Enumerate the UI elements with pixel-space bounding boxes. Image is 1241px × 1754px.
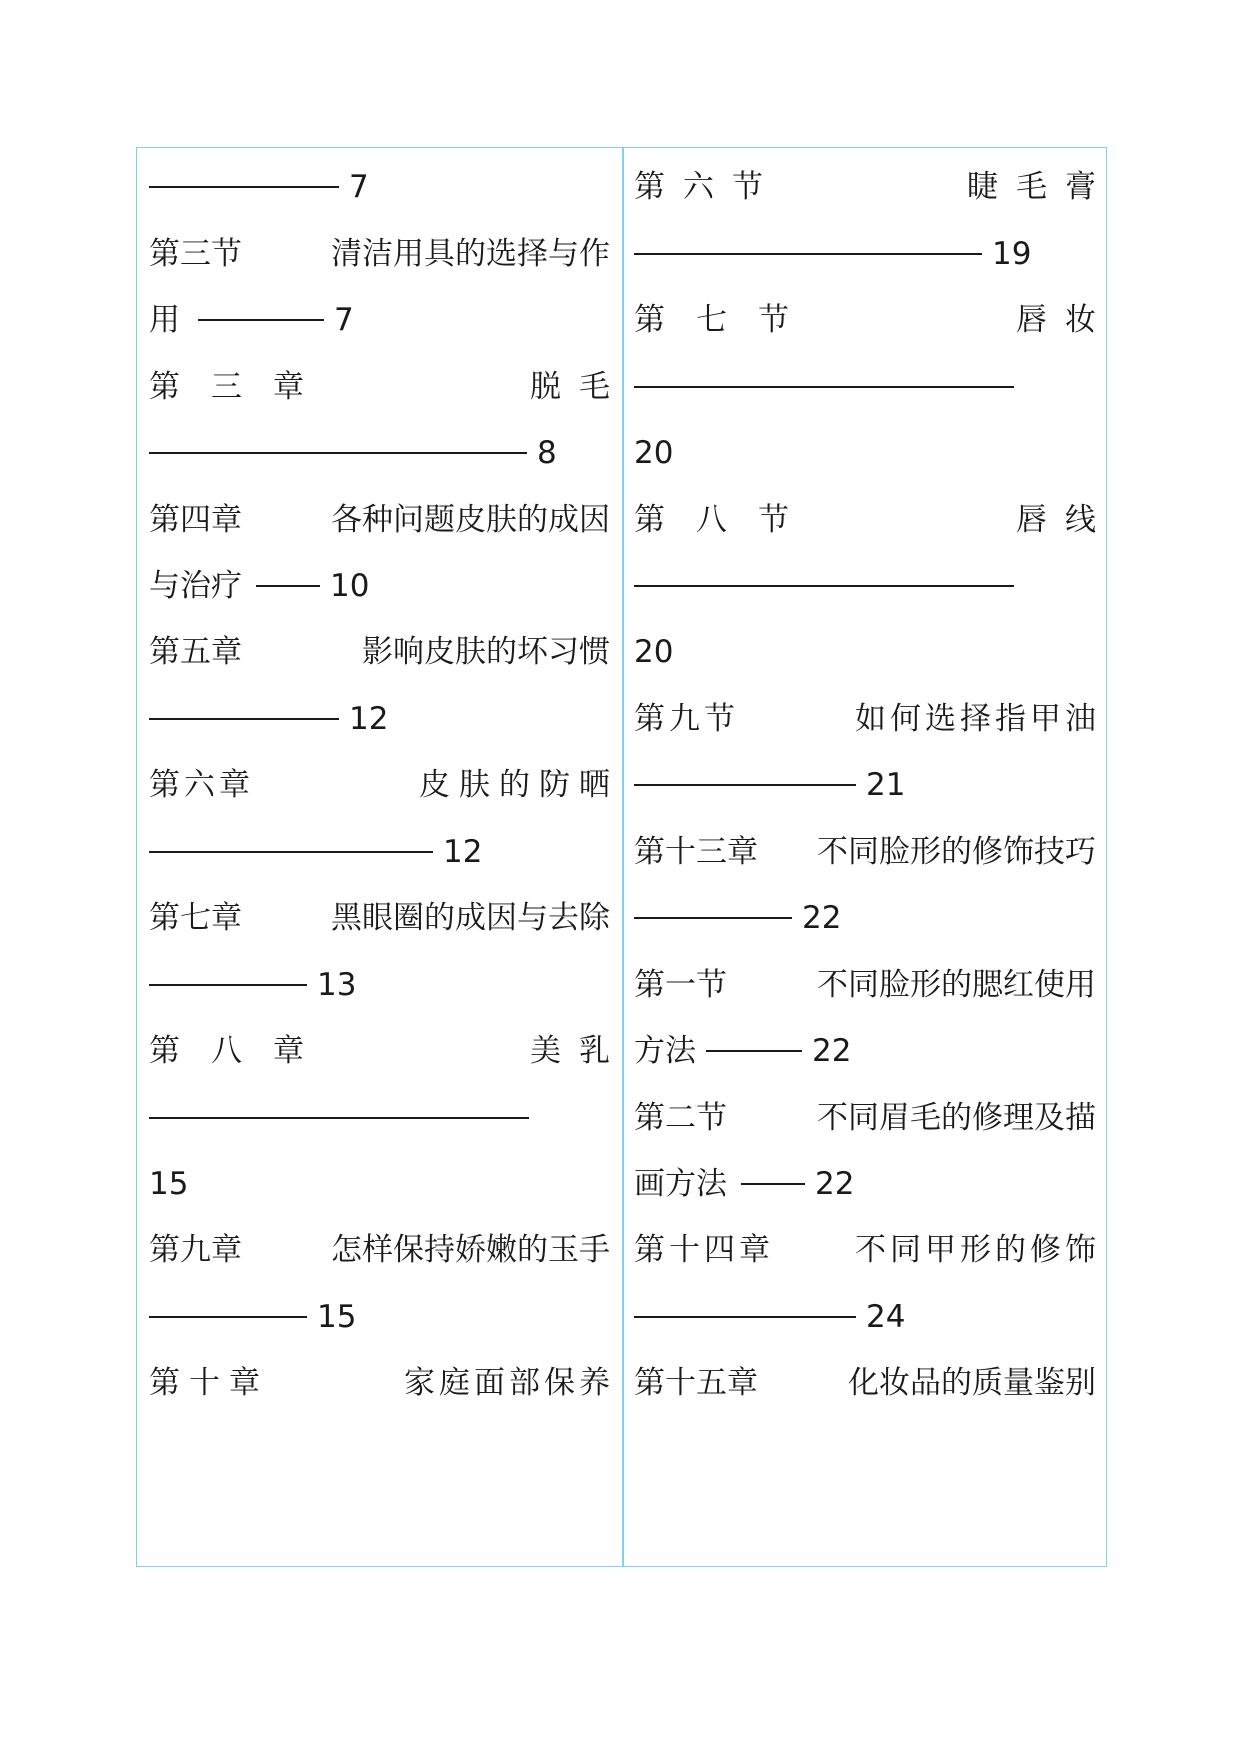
leader-dash xyxy=(634,585,1014,587)
leader-dash xyxy=(634,784,856,786)
toc-heading: 第六章 xyxy=(149,767,254,803)
toc-line xyxy=(149,699,610,739)
toc-text: 12 xyxy=(443,834,483,870)
toc-line xyxy=(634,765,1096,805)
toc-text xyxy=(149,832,482,872)
toc-text: 24 xyxy=(866,1299,906,1335)
toc-title: 清洁用具的选择与作 xyxy=(331,236,610,272)
toc-line xyxy=(634,898,1096,938)
leader-dash xyxy=(634,1316,856,1318)
toc-line xyxy=(634,167,1114,207)
toc-text xyxy=(634,898,841,938)
leader-dash xyxy=(256,585,320,587)
toc-title: 影响皮肤的坏习惯 xyxy=(362,634,610,670)
leader-dash xyxy=(149,452,527,454)
toc-table xyxy=(136,147,1114,1567)
toc-heading: 第七章 xyxy=(149,900,242,936)
toc-text: 21 xyxy=(866,767,906,803)
leader-dash xyxy=(634,917,792,919)
leader-dash xyxy=(198,319,324,321)
toc-line xyxy=(149,433,610,473)
toc-line xyxy=(149,1031,628,1071)
toc-line xyxy=(634,1363,1096,1403)
toc-text: 8 xyxy=(537,435,557,471)
toc-line xyxy=(634,500,1114,540)
leader-dash xyxy=(149,718,339,720)
column-divider xyxy=(622,148,624,1566)
toc-text xyxy=(149,1297,356,1337)
toc-text: 12 xyxy=(349,701,389,737)
leader-dash xyxy=(706,1050,802,1052)
toc-title: 不同甲形的修饰 xyxy=(855,1232,1100,1268)
toc-line xyxy=(634,1230,1100,1270)
toc-heading: 第五章 xyxy=(149,634,242,670)
toc-line xyxy=(149,765,619,805)
toc-text xyxy=(634,765,905,805)
toc-heading: 第十五章 xyxy=(634,1365,758,1401)
toc-line xyxy=(149,965,610,1005)
toc-text xyxy=(634,566,1024,606)
toc-heading: 第十四章 xyxy=(634,1232,774,1268)
toc-text: 22 xyxy=(812,1033,852,1069)
toc-title: 不同眉毛的修理及描 xyxy=(817,1100,1096,1136)
toc-title: 不同脸形的腮红使用 xyxy=(817,967,1096,1003)
toc-text: 22 xyxy=(815,1166,855,1202)
toc-text xyxy=(149,566,369,606)
toc-line xyxy=(149,367,628,407)
toc-line xyxy=(634,300,1114,340)
toc-text: 20 xyxy=(634,435,674,471)
toc-title: 唇线 xyxy=(1016,502,1114,538)
toc-line xyxy=(634,965,1096,1005)
toc-heading: 第四章 xyxy=(149,502,242,538)
toc-title: 不同脸形的修饰技巧 xyxy=(817,834,1096,870)
toc-title: 家庭面部保养 xyxy=(404,1365,614,1401)
toc-line xyxy=(634,1098,1096,1138)
toc-title: 美乳 xyxy=(530,1033,628,1069)
toc-text: 13 xyxy=(317,967,357,1003)
toc-line xyxy=(149,234,610,274)
toc-title: 化妆品的质量鉴别 xyxy=(848,1365,1096,1401)
toc-text xyxy=(149,1098,539,1138)
toc-text xyxy=(634,1164,854,1204)
toc-text xyxy=(634,234,1031,274)
toc-line xyxy=(149,1297,610,1337)
toc-text: 20 xyxy=(634,634,674,670)
toc-title: 如何选择指甲油 xyxy=(855,701,1100,737)
toc-heading: 第九章 xyxy=(149,1232,242,1268)
toc-text: 方法 xyxy=(634,1033,696,1069)
toc-title: 黑眼圈的成因与去除 xyxy=(331,900,610,936)
toc-line xyxy=(149,1230,610,1270)
toc-line xyxy=(634,566,1096,606)
toc-heading: 第三章 xyxy=(149,369,335,405)
toc-line xyxy=(149,300,610,340)
toc-text: 7 xyxy=(349,169,369,205)
toc-title: 怎样保持娇嫩的玉手 xyxy=(331,1232,610,1268)
toc-line xyxy=(149,898,610,938)
toc-heading: 第七节 xyxy=(634,302,820,338)
toc-heading: 第八章 xyxy=(149,1033,335,1069)
toc-text: 与治疗 xyxy=(149,568,242,604)
toc-text xyxy=(634,1297,905,1337)
leader-dash xyxy=(634,386,1014,388)
toc-line xyxy=(634,632,1096,672)
toc-title: 皮肤的防晒 xyxy=(419,767,619,803)
toc-line xyxy=(634,1164,1096,1204)
toc-line xyxy=(634,433,1096,473)
toc-text xyxy=(149,433,557,473)
leader-dash xyxy=(634,253,982,255)
toc-line xyxy=(634,699,1100,739)
toc-line xyxy=(149,1164,610,1204)
toc-line xyxy=(149,632,610,672)
toc-text: 7 xyxy=(334,302,354,338)
toc-heading: 第十章 xyxy=(149,1365,269,1401)
toc-text xyxy=(634,367,1024,407)
toc-text: 画方法 xyxy=(634,1166,727,1202)
toc-text xyxy=(149,300,354,340)
toc-line xyxy=(634,1031,1096,1071)
toc-heading: 第六节 xyxy=(634,169,781,205)
toc-title: 各种问题皮肤的成因 xyxy=(331,502,610,538)
leader-dash xyxy=(149,1117,529,1119)
toc-text: 22 xyxy=(802,900,842,936)
toc-text xyxy=(149,167,369,207)
toc-heading: 第八节 xyxy=(634,502,820,538)
toc-title: 唇妆 xyxy=(1016,302,1114,338)
toc-line xyxy=(634,1297,1096,1337)
leader-dash xyxy=(149,851,433,853)
toc-line xyxy=(149,1363,614,1403)
toc-heading: 第十三章 xyxy=(634,834,758,870)
toc-heading: 第三节 xyxy=(149,236,242,272)
toc-heading: 第二节 xyxy=(634,1100,727,1136)
toc-text: 15 xyxy=(149,1166,189,1202)
toc-line xyxy=(634,832,1096,872)
toc-title: 脱毛 xyxy=(530,369,628,405)
toc-title: 睫毛膏 xyxy=(967,169,1114,205)
leader-dash xyxy=(149,186,339,188)
toc-line xyxy=(149,167,610,207)
toc-text xyxy=(634,1031,851,1071)
toc-text xyxy=(149,699,388,739)
toc-text: 15 xyxy=(317,1299,357,1335)
toc-line xyxy=(149,832,610,872)
toc-text: 19 xyxy=(992,236,1032,272)
toc-text: 用 xyxy=(149,302,180,338)
toc-line xyxy=(149,1098,610,1138)
leader-dash xyxy=(149,984,307,986)
toc-text xyxy=(149,965,356,1005)
toc-line xyxy=(634,234,1096,274)
toc-line xyxy=(634,367,1096,407)
toc-heading: 第九节 xyxy=(634,701,739,737)
toc-text: 10 xyxy=(330,568,370,604)
toc-heading: 第一节 xyxy=(634,967,727,1003)
leader-dash xyxy=(741,1183,805,1185)
leader-dash xyxy=(149,1316,307,1318)
toc-line xyxy=(149,566,610,606)
toc-line xyxy=(149,500,610,540)
